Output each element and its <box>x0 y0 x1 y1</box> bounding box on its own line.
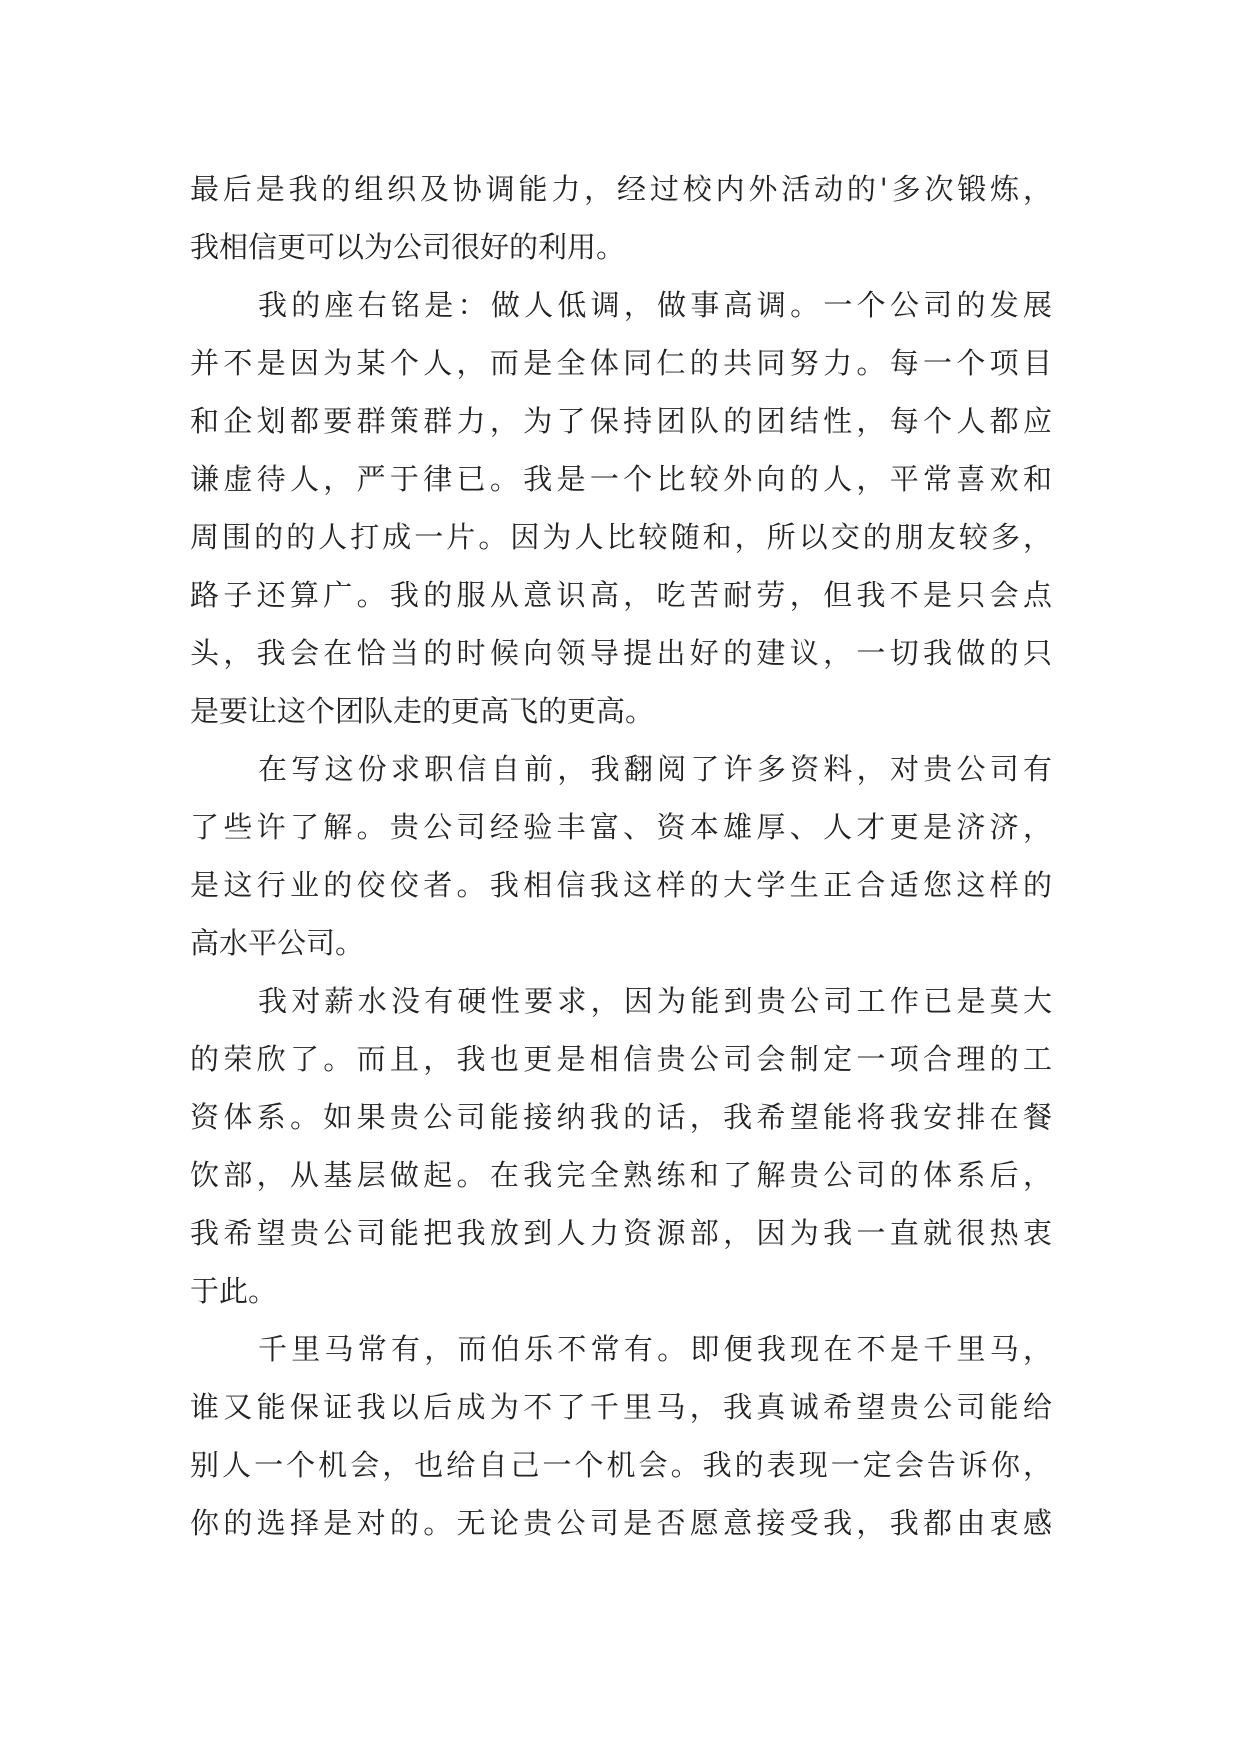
text-line: 饮部，从基层做起。在我完全熟练和了解贵公司的体系后， <box>190 1158 1052 1192</box>
text-line: 资体系。如果贵公司能接纳我的话，我希望能将我安排在餐 <box>190 1100 1052 1134</box>
text-line: 在写这份求职信自前，我翻阅了许多资料，对贵公司有 <box>258 752 1052 786</box>
text-line: 你的选择是对的。无论贵公司是否愿意接受我，我都由衷感 <box>190 1506 1052 1540</box>
text-line: 路子还算广。我的服从意识高，吃苦耐劳，但我不是只会点 <box>190 578 1052 612</box>
text-line: 最后是我的组织及协调能力，经过校内外活动的'多次锻炼， <box>190 172 1052 206</box>
text-line: 的荣欣了。而且，我也更是相信贵公司会制定一项合理的工 <box>190 1042 1052 1076</box>
text-line: 了些许了解。贵公司经验丰富、资本雄厚、人才更是济济， <box>190 810 1052 844</box>
text-line: 高水平公司。 <box>190 926 365 960</box>
document-body <box>190 160 1052 1552</box>
text-line: 别人一个机会，也给自己一个机会。我的表现一定会告诉你， <box>190 1448 1052 1482</box>
text-line: 谁又能保证我以后成为不了千里马，我真诚希望贵公司能给 <box>190 1390 1052 1424</box>
text-line: 我希望贵公司能把我放到人力资源部，因为我一直就很热衷 <box>190 1216 1052 1250</box>
text-line: 并不是因为某个人，而是全体同仁的共同努力。每一个项目 <box>190 346 1052 380</box>
text-line: 千里马常有，而伯乐不常有。即便我现在不是千里马， <box>258 1332 1052 1366</box>
text-line: 我的座右铭是：做人低调，做事高调。一个公司的发展 <box>258 288 1052 322</box>
text-line: 是要让这个团队走的更高飞的更高。 <box>190 694 655 728</box>
text-line: 头，我会在恰当的时候向领导提出好的建议，一切我做的只 <box>190 636 1052 670</box>
text-line: 和企划都要群策群力，为了保持团队的团结性，每个人都应 <box>190 404 1052 438</box>
text-line: 于此。 <box>190 1274 278 1308</box>
text-line: 谦虚待人，严于律已。我是一个比较外向的人，平常喜欢和 <box>190 462 1052 496</box>
text-line: 周围的的人打成一片。因为人比较随和，所以交的朋友较多， <box>190 520 1052 554</box>
text-line: 我相信更可以为公司很好的利用。 <box>190 230 626 264</box>
text-line: 我对薪水没有硬性要求，因为能到贵公司工作已是莫大 <box>258 984 1052 1018</box>
text-line: 是这行业的佼佼者。我相信我这样的大学生正合适您这样的 <box>190 868 1052 902</box>
